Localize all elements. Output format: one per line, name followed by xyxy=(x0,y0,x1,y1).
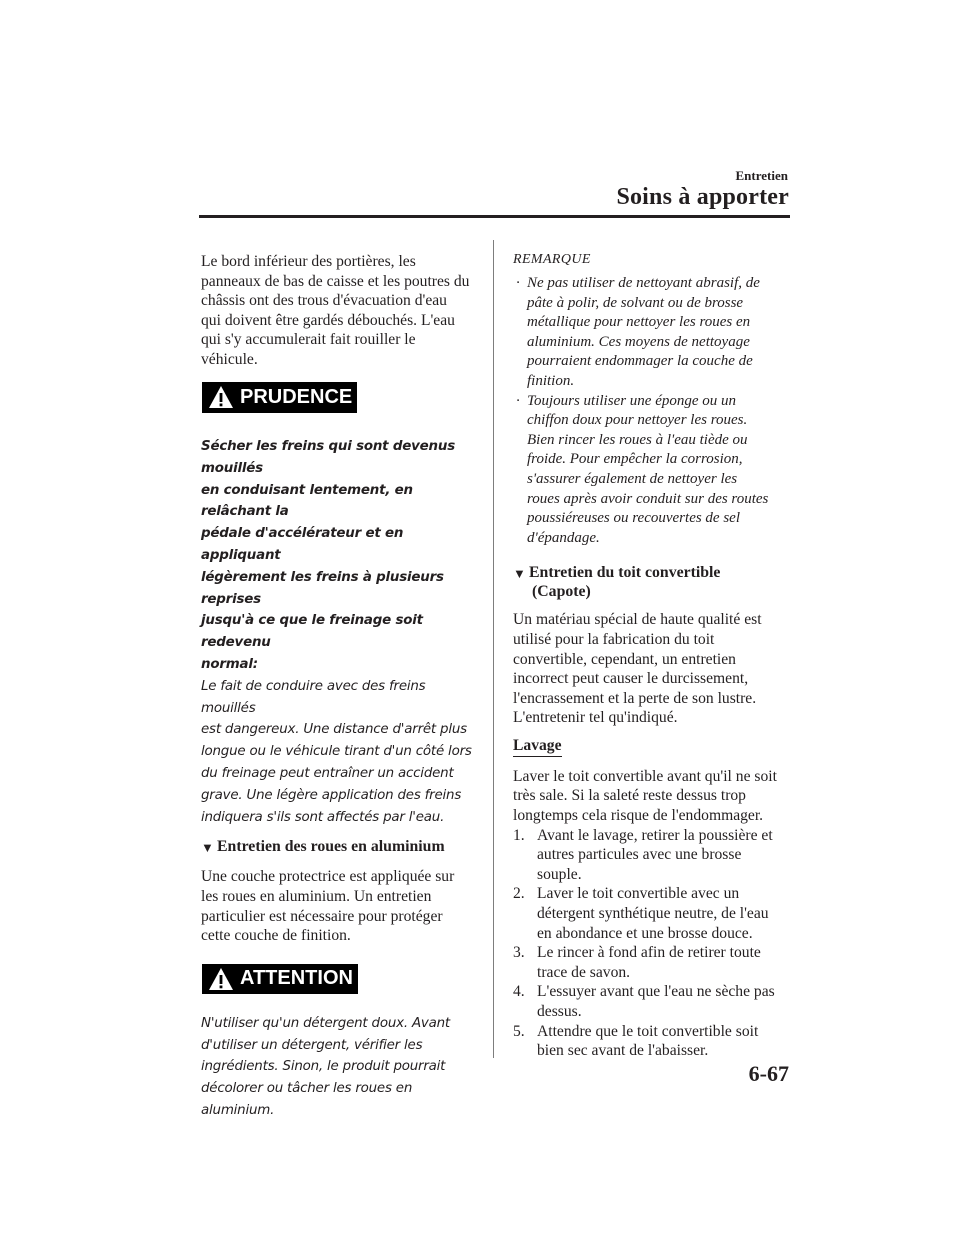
wheels-paragraph: Une couche protectrice est appliquée sur les roues en aluminium. Un entretien particulier est nécessaire pour protéger cette couche de finition. xyxy=(201,868,455,945)
roof-section-heading: ▼ Entretien du toit convertible (Capote) xyxy=(513,564,721,601)
lavage-steps xyxy=(513,826,791,1061)
lavage-subheading: Lavage xyxy=(513,737,562,757)
list-item: · Ne pas utiliser de nettoyant abrasif, de pâte à polir, de solvant ou de brosse métallique pour nettoyer les roues en aluminium. Ces moyens de nettoyage pourraient endommager la couche de finition. xyxy=(516,275,760,389)
running-header-section: Entretien xyxy=(735,168,788,183)
wheels-section-heading: ▼ Entretien des roues en aluminium xyxy=(201,838,445,856)
prudence-label: PRUDENCE xyxy=(240,385,353,408)
step-item: 1. Avant le lavage, retirer la poussière et autres particules avec une brosse souple. xyxy=(513,826,773,883)
right-column xyxy=(513,252,791,1061)
step-item: 4. L'essuyer avant que l'eau ne sèche pas dessus. xyxy=(513,983,775,1020)
lavage-intro: Laver le toit convertible avant qu'il ne soit très sale. Si la saleté reste dessus trop longtemps cela risque de l'endommager. xyxy=(513,767,777,825)
left-column xyxy=(201,252,481,1122)
attention-label: ATTENTION xyxy=(240,967,353,990)
section-marker-icon: ▼ xyxy=(513,566,526,582)
prudence-banner xyxy=(202,382,357,413)
bullet-icon: · xyxy=(516,392,520,409)
step-item: 3. Le rincer à fond afin de retirer toute trace de savon. xyxy=(513,944,761,981)
remarque-list xyxy=(513,274,791,548)
attention-banner xyxy=(202,964,358,994)
bullet-icon: · xyxy=(516,275,520,291)
step-item: 2. Laver le toit convertible avec un détergent synthétique neutre, de l'eau en abondance et une brosse douce. xyxy=(513,885,769,942)
column-divider xyxy=(493,240,494,1058)
intro-paragraph: Le bord inférieur des portières, les panneaux de bas de caisse et les poutres du châssis ont des trous d'évacuation d'eau qui doivent être gardés débouchés. L'eau qui s'y accumulerait fait rouiller le véhicule. xyxy=(201,253,470,368)
header-rule xyxy=(199,215,790,218)
page-title: Soins à apporter xyxy=(616,184,789,210)
roof-paragraph: Un matériau spécial de haute qualité est utilisé pour la fabrication du toit convertible, cependant, un entretien incorrect peut causer le durcissement, l'encrassement et la perte de son lustre. L'entretenir tel qu'indiqué. xyxy=(513,611,762,727)
attention-text: N'utiliser qu'un détergent doux. Avant d'utiliser un détergent, vérifier les ingrédients. Sinon, le produit pourrait décolorer ou tâcher les roues en aluminium. xyxy=(201,1015,450,1118)
remarque-label: REMARQUE xyxy=(513,252,591,267)
page-number: 6-67 xyxy=(748,1061,789,1086)
warning-triangle-icon xyxy=(208,384,234,410)
warning-triangle-icon xyxy=(208,966,234,992)
step-item: 5. Attendre que le toit convertible soit bien sec avant de l'abaisser. xyxy=(513,1022,759,1060)
list-item: · Toujours utiliser une éponge ou un chiffon doux pour nettoyer les roues. Bien rincer les roues à l'eau tiède ou froide. Pour empêcher la corrosion, s'assurer également de nettoyer les roues après avoir conduit sur des routes poussiéreuses ou recouvertes de sel d'épandage. xyxy=(516,392,769,546)
section-marker-icon: ▼ xyxy=(201,840,214,856)
prudence-text: Sécher les freins qui sont devenus mouillés en conduisant lentement, en relâchant la pédale d'accélérateur et en appliquant légèrement les freins à plusieurs reprises jusqu'à ce que le freinage soit redevenu normal: Le fait de conduire avec des freins mouillés est dangereux. Une distance d'arrêt plus longue ou le véhicule tirant d'un côté lors du freinage peut entraîner un accident grave. Une légère application des freins indiquera s'ils sont affectés par l'eau. xyxy=(201,439,472,825)
